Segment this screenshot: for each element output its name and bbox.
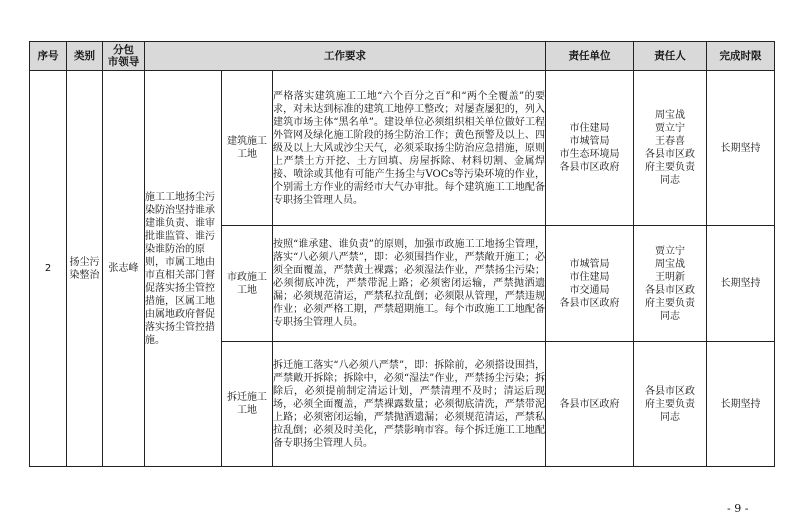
subrow-deadline: 长期坚持	[707, 226, 775, 342]
subrow-unit: 各县市区政府	[546, 342, 634, 467]
header-category: 类别	[67, 42, 103, 71]
row-num: 2	[30, 71, 67, 467]
subrow-content: 严格落实建筑施工工地“六个百分之百”和“两个全覆盖”的要求，对未达到标准的建筑工地停工整改；对屡查屡犯的，列入建筑市场主体“黑名单”。建设单位必须组织相关单位做好工程外管网及绿化施工阶段的扬尘防治工作；黄色预警及以上、四级及以上大风或沙尘天气，必须采取扬尘防治应急措施，原则上严禁土方开挖、土方回填、房屋拆除、材料切割、金属焊接、喷涂或其他有可能产生扬尘与VOCs等污染环境的作业，个别需土方作业的需经市大气办审批。每个建筑施工工地配备专职扬尘管理人员。	[273, 71, 546, 226]
subrow-person: 贾立宁 周宝战 王明新 各县市区政 府主要负责 同志	[634, 226, 707, 342]
subrow-type: 拆迁施工 工地	[222, 342, 273, 467]
subrow-unit: 市住建局 市城管局 市生态环境局 各县市区政府	[546, 71, 634, 226]
subrow-content: 拆迁施工落实“八必须八严禁”，即：拆除前，必须搭设围挡，严禁敞开拆除；拆除中，必须“湿法”作业，严禁扬尘污染；拆除后，必须提前制定清运计划，严禁清理不及时；清运后现场，必须全面覆盖，严禁裸露数量；必须彻底清洗，严禁带泥上路；必须密闭运输，严禁抛洒遗漏；必须规范清运，严禁私拉乱倒；必须及时美化，严禁影响市容。每个拆迁施工工地配备专职扬尘管理人员。	[273, 342, 546, 467]
subrow-unit: 市城管局 市住建局 市交通局 各县市区政府	[546, 226, 634, 342]
header-person: 责任人	[634, 42, 707, 71]
header-requirements: 工作要求	[145, 42, 546, 71]
page-number: - 9 -	[727, 502, 749, 515]
subrow-type: 市政施工 工地	[222, 226, 273, 342]
subrow-person: 各县市区政 府主要负责 同志	[634, 342, 707, 467]
row-leader: 张志峰	[103, 71, 145, 467]
subrow-type: 建筑施工 工地	[222, 71, 273, 226]
row-category: 扬尘污 染整治	[67, 71, 103, 467]
header-num: 序号	[30, 42, 67, 71]
header-unit: 责任单位	[546, 42, 634, 71]
subrow-deadline: 长期坚持	[707, 71, 775, 226]
header-row	[30, 42, 775, 71]
row-policy: 施工工地扬尘污染防治坚持谁承建谁负责、谁审批谁监管、谁污染谁防治的原则，市属工地由市直相关部门督促落实扬尘管控措施，区属工地由属地政府督促落实扬尘管控措施。	[145, 71, 222, 467]
header-deadline: 完成时限	[707, 42, 775, 71]
subrow-deadline: 长期坚持	[707, 342, 775, 467]
work-requirements-table	[29, 41, 775, 467]
header-leader: 分包 市领导	[103, 42, 145, 71]
table-row	[30, 71, 775, 226]
subrow-person: 周宝战 贾立宁 王春喜 各县市区政 府主要负责 同志	[634, 71, 707, 226]
subrow-content: 按照“谁承建、谁负责”的原则，加强市政施工工地扬尘管理，落实“八必须八严禁”，即：必须围挡作业，严禁敞开施工；必须全面覆盖，严禁黄土裸露；必须湿法作业，严禁扬尘污染；必须彻底冲洗，严禁带泥上路；必须密闭运输，严禁抛洒遗漏；必须规范清运，严禁私拉乱倒；必须限从管理，严禁违规作业；必须严格工期，严禁超期施工。每个市政施工工地配备专职扬尘管理人员。	[273, 226, 546, 342]
